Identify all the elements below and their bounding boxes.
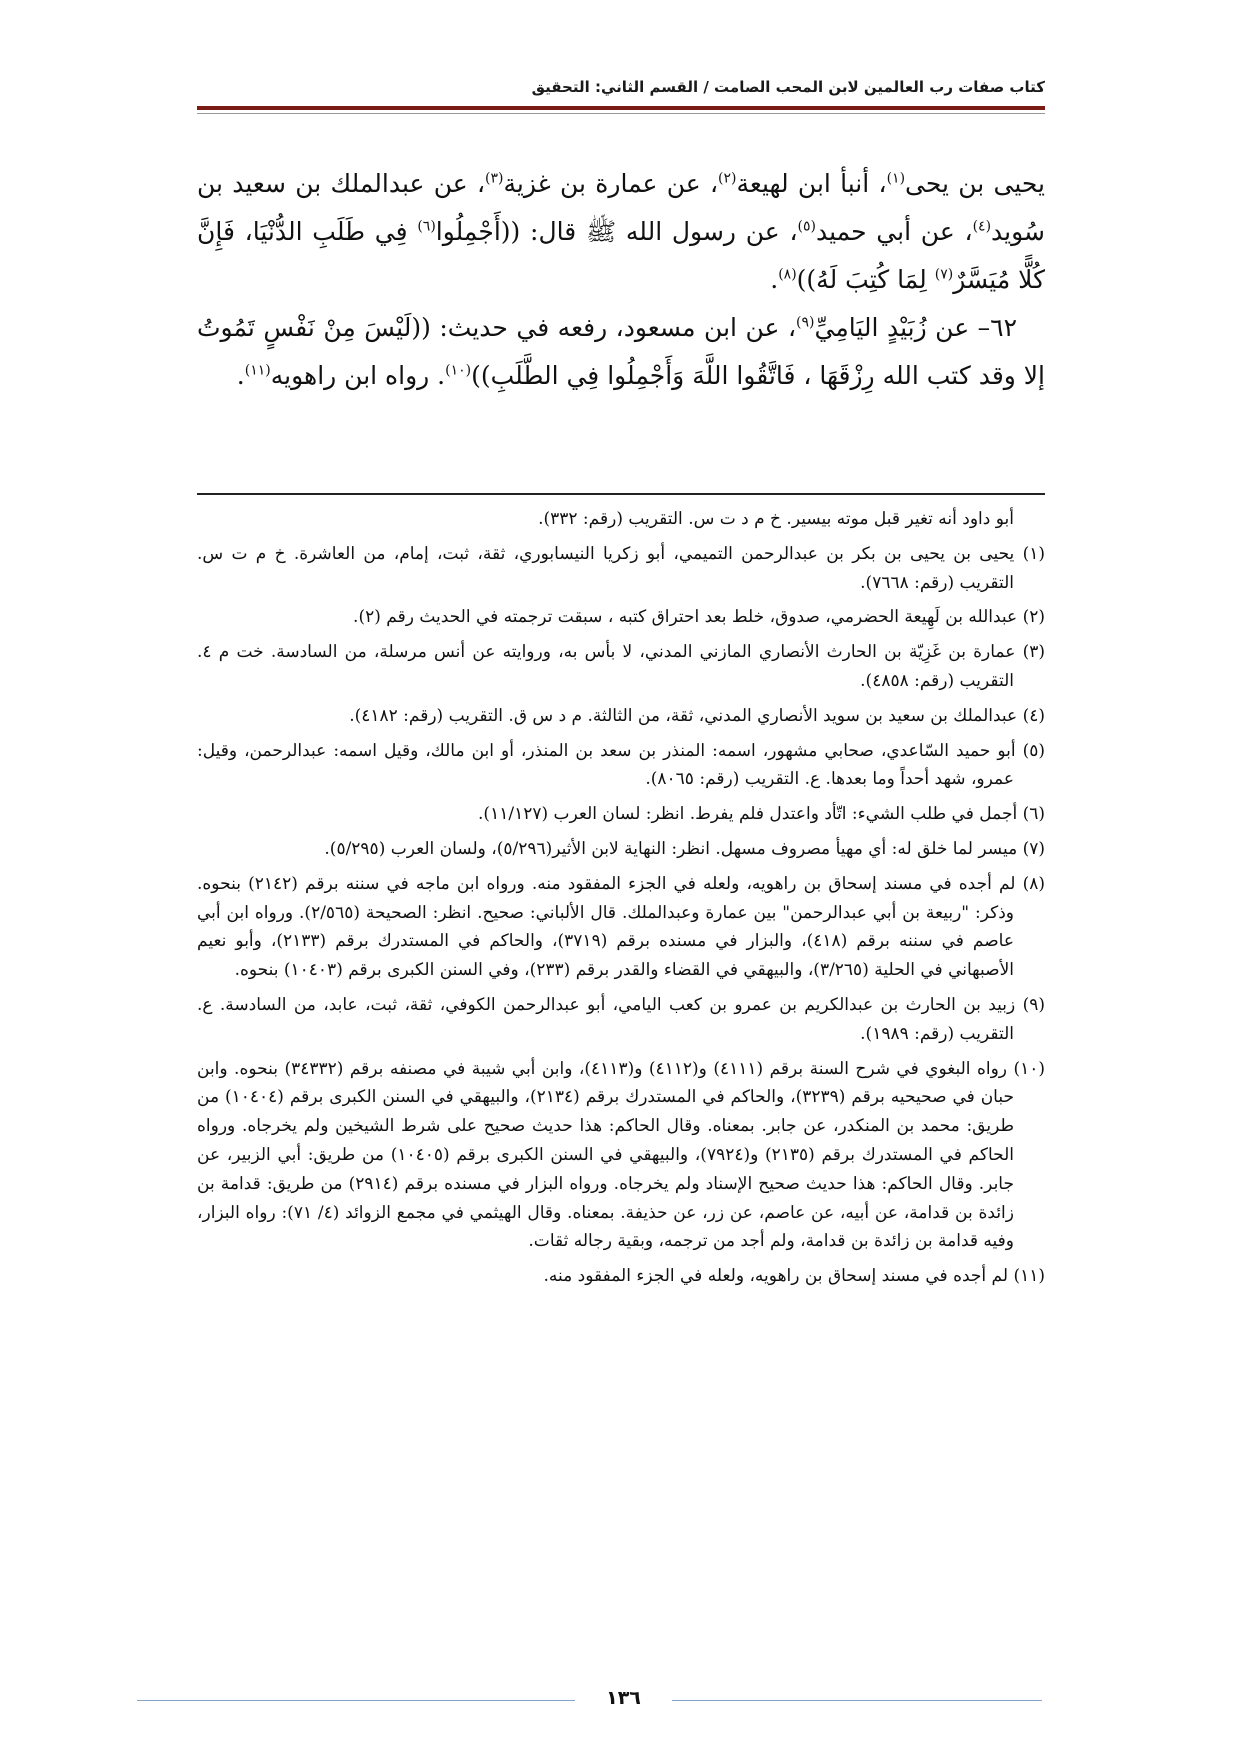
footnote-continuation: أبو داود أنه تغير قبل موته بيسير. خ م د ت س. التقريب (رقم: ٣٣٢). (538, 509, 1014, 529)
header-rule-thick (197, 106, 1045, 110)
footnote-marker[interactable]: (٦) (417, 218, 436, 235)
footnote-marker[interactable]: (٨) (778, 266, 797, 283)
text-run: . (236, 361, 245, 390)
footnote-item: (٩) زبيد بن الحارث بن عبدالكريم بن عمرو بن كعب اليامي، أبو عبدالرحمن الكوفي، ثقة، ثبت، عابد، من السادسة. ع. التقريب (رقم: ١٩٨٩). (197, 994, 1045, 1044)
footnote-marker[interactable]: (٧) (934, 266, 954, 283)
text-run: ، عن عمارة بن غزية (503, 169, 719, 198)
footnote-item: (٢) عبدالله بن لَهِيعة الحضرمي، صدوق، خلط بعد احتراق كتبه ، سبقت ترجمته في الحديث رقم (٢). (353, 607, 1045, 628)
text-run: ، عن ابن مسعود، رفعه في حديث: ((لَيْسَ مِنْ نَفْسٍ تَمُوتُ إلا وقد كتب الله رِزْقَهَا ، فَاتَّقُوا اللَّهَ وَأَجْمِلُوا فِي الطَّلَبِ)) (197, 313, 1045, 390)
header-rule-thin (197, 113, 1045, 114)
footnote-item: (٥) أبو حميد السّاعدي، صحابي مشهور، اسمه: المنذر بن سعد بن المنذر، أو ابن مالك، وقيل اسمه: عبدالرحمن، وقيل: عمرو، شهد أحداً وما بعدها. ع. التقريب (رقم: ٨٠٦٥). (197, 740, 1045, 790)
footnote-item: (٣) عمارة بن غَزِيّة بن الحارث الأنصاري المازني المدني، لا بأس به، وروايته عن أنس مرسلة، من السادسة. خت م ٤. التقريب (رقم: ٤٨٥٨). (197, 642, 1045, 691)
text-run: . (770, 265, 779, 294)
text-run: ، أنبأ ابن لهيعة (736, 169, 887, 198)
main-text (197, 160, 1045, 400)
footnote-marker[interactable]: (٢) (718, 170, 737, 187)
text-run: ٦٢– عن زُبَيْدٍ اليَامِيِّ (814, 313, 1017, 342)
hadith-paragraph-61 (197, 160, 1045, 304)
page-number: ١٣٦ (606, 1687, 641, 1709)
footnote-marker[interactable]: (١٠) (445, 362, 472, 379)
hadith-paragraph-62 (197, 304, 1045, 400)
footnote-item: (٨) لم أجده في مسند إسحاق بن راهويه، ولعله في الجزء المفقود منه. ورواه ابن ماجه في سننه برقم (٢١٤٢) بنحوه. وذكر: "ربيعة بن أبي عبدالرحمن" بين عمارة وعبدالملك. قال الألباني: صحيح. انظر: الصحيحة (٢/٥٦٥). ورواه ابن أبي عاصم في سننه برقم (٤١٨)، والبزار في مسنده برقم (٣٧١٩)، والحاكم في المستدرك برقم (٢١٣٣)، وأبو نعيم الأصبهاني في الحلية (٣/٢٦٥)، والبيهقي في القضاء والقدر برقم (٢٣٣)، وفي السنن الكبرى برقم (١٠٤٠٣) بنحوه. (197, 873, 1045, 981)
footer-rule-left (137, 1700, 575, 1701)
text-run: لِمَا كُتِبَ لَهُ)) (796, 265, 935, 294)
footnote-item: (٤) عبدالملك بن سعيد بن سويد الأنصاري المدني، ثقة، من الثالثة. م د س ق. التقريب (رقم: ٤١٨٢). (349, 705, 1045, 726)
footnote-marker[interactable]: (٩) (796, 314, 815, 331)
text-run: . رواه ابن راهويه (270, 361, 446, 390)
footnotes (197, 505, 1045, 1297)
footnote-item: (١١) لم أجده في مسند إسحاق بن راهويه، ولعله في الجزء المفقود منه. (543, 1266, 1045, 1287)
footer-rule-right (672, 1700, 1042, 1701)
footnote-marker[interactable]: (٤) (972, 218, 992, 235)
footnote-marker[interactable]: (٥) (797, 218, 816, 235)
footnote-item: (١) يحيى بن يحيى بن بكر بن عبدالرحمن التميمي، أبو زكريا النيسابوري، ثقة، ثبت، إمام، من العاشرة. خ م ت س. التقريب (رقم: ٧٦٦٨). (197, 543, 1045, 593)
footnote-item: (٧) ميسر لما خلق له: أي مهيأ مصروف مسهل. انظر: النهاية لابن الأثير(٥/٢٩٦)، ولسان العرب (٥/٢٩٥). (324, 838, 1045, 859)
footnote-item: (٦) أجمل في طلب الشيء: اتّأد واعتدل فلم يفرط. انظر: لسان العرب (١١/١٢٧). (478, 804, 1045, 825)
text-run: ، عن رسول الله ﷺ قال: ((أَجْمِلُوا (435, 217, 798, 246)
footnote-marker[interactable]: (١) (886, 170, 906, 187)
footnote-separator (197, 493, 1045, 495)
text-run: فِي طَلَبِ الدُّنْيَا، فَإِنَّ كُلًّا مُيَسَّرٌ (197, 217, 1045, 294)
text-run: ، عن عبدالملك بن سعيد بن سُويد (197, 169, 1045, 246)
footnote-marker[interactable]: (١١) (244, 362, 271, 379)
running-header: كتاب صفات رب العالمين لابن المحب الصامت / القسم الثاني: التحقيق (531, 78, 1045, 96)
footnote-marker[interactable]: (٣) (485, 170, 504, 187)
text-run: يحيى بن يحى (905, 169, 1045, 198)
text-run: ، عن أبي حميد (815, 217, 973, 246)
footnote-item: (١٠) رواه البغوي في شرح السنة برقم (٤١١١) و(٤١١٢) و(٤١١٣)، وابن أبي شيبة في مصنفه برقم (٣٤٣٣٢) بنحوه. وابن حبان في صحيحيه برقم (٣٢٣٩)، والحاكم في المستدرك برقم (٢١٣٤)، والبيهقي في السنن الكبرى برقم (١٠٤٠٤) من طريق: محمد بن المنكدر، عن جابر. بمعناه. وقال الحاكم: هذا حديث صحيح على شرط الشيخين ولم يخرجاه. ورواه الحاكم في المستدرك برقم (٢١٣٥) و(٧٩٢٤)، والبيهقي في السنن الكبرى برقم (١٠٤٠٥) من طريق: أبي الزبير، عن جابر. وقال الحاكم: هذا حديث صحيح الإسناد ولم يخرجاه. ورواه البزار في مسنده برقم (٢٩١٤) من طريق: قدامة بن زائدة بن قدامة، عن أبيه، عن عاصم، عن زر، عن حذيفة. بمعناه. وقال الهيثمي في مجمع الزوائد (٤/ ٧١): رواه البزار، وفيه قدامة بن زائدة بن قدامة، ولم أجد من ترجمه، وبقية رجاله ثقات. (197, 1058, 1045, 1252)
